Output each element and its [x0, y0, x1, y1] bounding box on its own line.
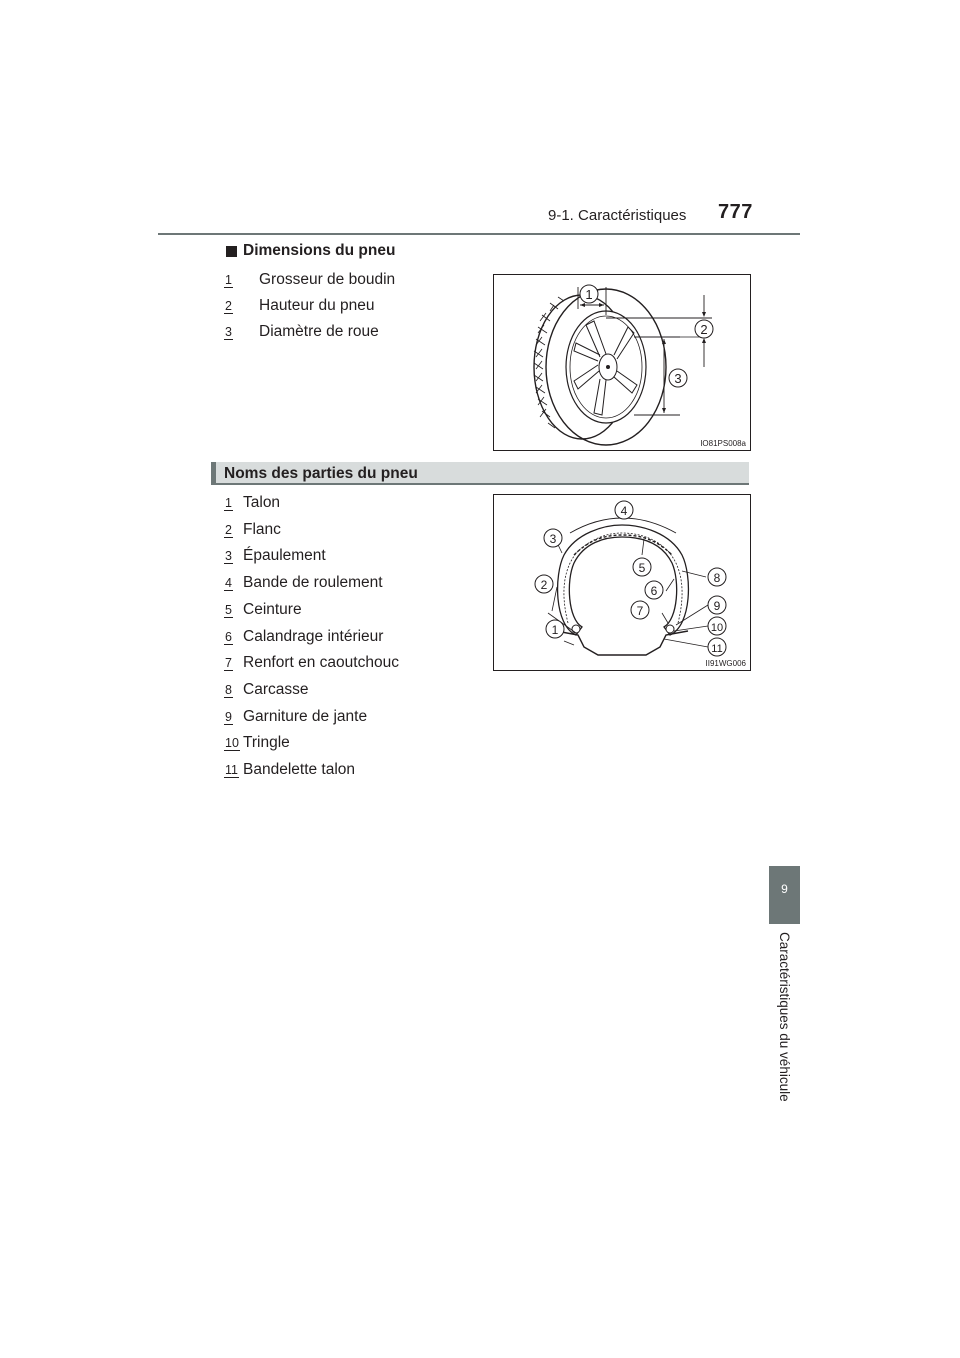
part-item-label: Renfort en caoutchouc: [243, 654, 399, 672]
part-item-label: Tringle: [243, 734, 290, 752]
item-number: 3: [225, 549, 232, 564]
header-rule: [158, 233, 800, 235]
dimensions-heading: Dimensions du pneu: [243, 242, 396, 259]
callout-2: 2: [700, 322, 708, 337]
callout-1: 1: [585, 287, 593, 302]
chapter-number: 9: [781, 882, 788, 896]
chapter-label: Caractéristiques du véhicule: [777, 932, 792, 1102]
tire-section-figure: [493, 494, 751, 671]
part-item-label: Ceinture: [243, 600, 302, 618]
item-number: 5: [225, 602, 232, 617]
part-item-label: Carcasse: [243, 680, 309, 698]
callout-10: 10: [710, 622, 724, 634]
item-number: 4: [225, 576, 232, 591]
callout-8: 8: [713, 571, 721, 585]
page-number: 777: [718, 201, 753, 223]
callout-4: 4: [620, 504, 628, 518]
callout-6: 6: [650, 584, 658, 598]
part-item-label: Talon: [243, 494, 281, 511]
callout-7: 7: [636, 604, 644, 618]
item-number: 8: [225, 682, 232, 697]
item-number: 6: [225, 629, 232, 644]
item-number: 11: [225, 763, 238, 777]
item-number: 3: [225, 325, 232, 339]
item-number: 10: [225, 736, 239, 751]
part-item-label: Bande de roulement: [243, 574, 383, 592]
dimension-item-label: Grosseur de boudin: [259, 271, 396, 288]
callout-5: 5: [638, 561, 646, 575]
parts-heading: Noms des parties du pneu: [224, 465, 418, 482]
callout-3: 3: [674, 371, 682, 386]
part-item-label: Calandrage intérieur: [243, 627, 384, 645]
callout-1: 1: [551, 623, 559, 637]
item-number: 2: [225, 299, 232, 313]
item-number: 7: [225, 656, 232, 671]
figure-code: II91WG006: [705, 659, 746, 668]
section-title: 9-1. Caractéristiques: [548, 207, 687, 224]
callout-3: 3: [549, 532, 557, 546]
tire-dimensions-figure: [493, 274, 751, 451]
bullet-square-icon: [226, 246, 237, 257]
callout-11: 11: [711, 643, 723, 655]
figure-code: IO81PS008a: [700, 439, 746, 448]
item-number: 1: [225, 496, 232, 510]
callout-2: 2: [540, 578, 548, 592]
callout-9: 9: [713, 599, 721, 613]
item-number: 9: [225, 709, 232, 724]
part-item-label: Épaulement: [243, 547, 326, 565]
part-item-label: Garniture de jante: [243, 707, 368, 725]
part-item-label: Bandelette talon: [243, 761, 356, 778]
chapter-tab[interactable]: [769, 866, 800, 924]
part-item-label: Flanc: [243, 520, 281, 538]
item-number: 1: [225, 273, 232, 287]
dimension-item-label: Diamètre de roue: [259, 323, 379, 340]
item-number: 2: [225, 522, 232, 537]
dimension-item-label: Hauteur du pneu: [259, 297, 375, 314]
